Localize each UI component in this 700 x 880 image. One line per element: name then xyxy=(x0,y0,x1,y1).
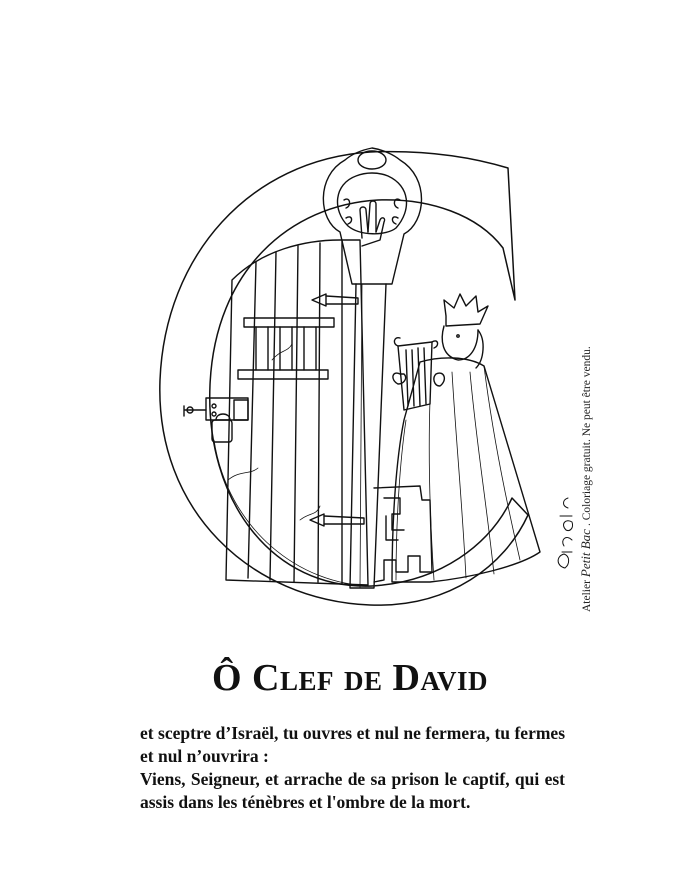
signature xyxy=(558,498,572,568)
credit-signature: Petit Bac xyxy=(578,529,593,578)
verse-line-1: et sceptre d’Israël, tu ouvres et nul ne fermera, tu fermes et nul n’ouvrira : xyxy=(140,723,565,766)
verse-line-2: Viens, Seigneur, et arrache de sa prison le captif, qui est assis dans les ténèbres et l'ombre de la mort. xyxy=(140,769,565,812)
credit-prefix: Atelier xyxy=(581,580,593,612)
page-title: Ô Clef de David xyxy=(212,657,488,699)
verse-text xyxy=(140,722,565,814)
credit-suffix: . Coloriage gratuit. Ne peut être vendu. xyxy=(581,346,593,527)
copyright-notice xyxy=(578,346,594,612)
letter-c-outline xyxy=(160,152,528,606)
king-david xyxy=(392,294,540,582)
key xyxy=(323,148,432,588)
